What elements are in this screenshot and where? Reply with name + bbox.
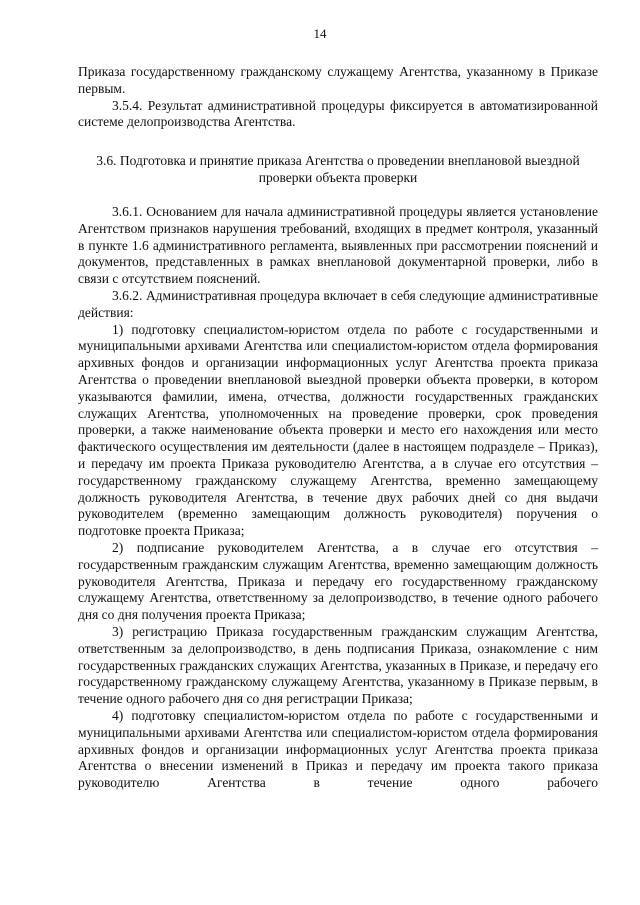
paragraph-continuation: Приказа государственному гражданскому служащему Агентства, указанному в Приказе первым. bbox=[78, 64, 598, 96]
page-number: 14 bbox=[313, 26, 327, 41]
paragraph-item-4: 4) подготовку специалистом-юристом отдела по работе с государственными и муниципальными архивами Агентства или специалистом-юристом отдела формирования архивных фондов и организации информационных услуг Агентства проекта приказа Агентства о внесении изменений в Приказ и передачу им проекта такого приказа руководителю Агентства в течение одного рабочего bbox=[78, 707, 598, 791]
paragraph-item-3: 3) регистрацию Приказа государственным гражданским служащим Агентства, ответственным за делопроизводство, в день подписания Приказа, ознакомление с ним государственных гражданских служащих Агентства, указанных в Приказе, и передачу его государственному гражданскому служащему Агентства, указанному в Приказе первым, в течение одного рабочего дня со дня регистрации Приказа; bbox=[78, 623, 598, 707]
main-text-block bbox=[78, 204, 598, 792]
paragraph-item-1: 1) подготовку специалистом-юристом отдела по работе с государственными и муниципальными архивами Агентства или специалистом-юристом отдела формирования архивных фондов и организации информационных услуг Агентства проекта приказа Агентства о проведении внеплановой выездной проверки объекта проверки, в котором указываются фамилии, имена, отчества, должности государственных гражданских служащих Агентства, уполномоченных на проведение проверки, срок проведения проверки, а также наименование объекта проверки и место его нахождения или место фактического осуществления им деятельности (далее в настоящем подразделе – Приказ), и передачу им проекта Приказа руководителю Агентства, а в случае его отсутствия – государственному гражданскому служащему Агентства, временно замещающему должность руководителя Агентства, в течение двух рабочих дней со дня выдачи руководителем (временно замещающим должность руководителя) поручения о подготовке проекта Приказа; bbox=[78, 321, 598, 539]
top-text-block bbox=[78, 64, 598, 131]
paragraph-item-2: 2) подписание руководителем Агентства, а в случае его отсутствия – государственным гражданским служащим Агентства, временно замещающим должность руководителя Агентства, Приказа и передачу его государственному гражданскому служащему Агентства, ответственному за делопроизводство, в течение одного рабочего дня со дня получения проекта Приказа; bbox=[78, 539, 598, 623]
paragraph-3-5-4: 3.5.4. Результат административной процедуры фиксируется в автоматизированной системе делопроизводства Агентства. bbox=[78, 97, 598, 130]
paragraph-3-6-2: 3.6.2. Административная процедура включает в себя следующие административные действия: bbox=[78, 287, 598, 320]
section-title: 3.6. Подготовка и принятие приказа Агентства о проведении внеплановой выездной проверки объекта проверки bbox=[96, 153, 580, 185]
paragraph-3-6-1: 3.6.1. Основанием для начала административной процедуры является установление Агентством признаков нарушения требований, входящих в предмет контроля, указанный в пункте 1.6 административного регламента, выявленных при рассмотрении пояснений и документов, представленных в рамках внеплановой документарной проверки, либо в связи с отсутствием пояснений. bbox=[78, 204, 598, 287]
